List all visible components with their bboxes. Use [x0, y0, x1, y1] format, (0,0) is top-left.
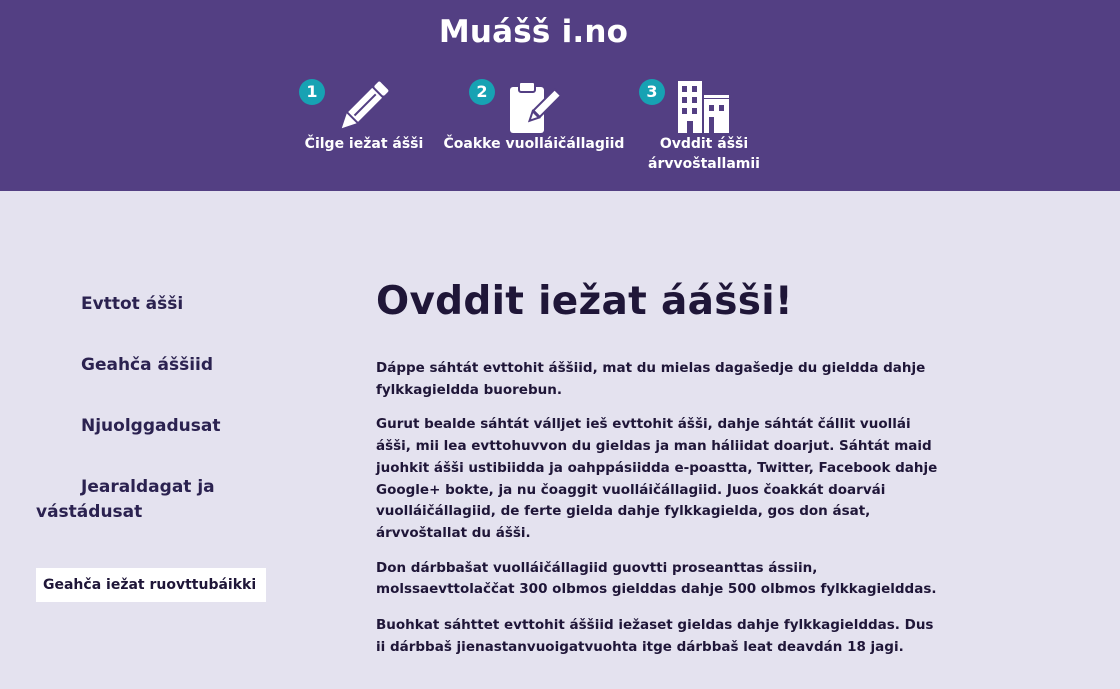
sidebar-item-rules[interactable]: Njuolggadusat [81, 416, 221, 436]
page-title: Ovddit iežat áášši! [376, 279, 793, 324]
site-title[interactable]: Muášš i.no [438, 14, 629, 50]
instructions-paragraph: Gurut bealde sáhtát válljet ieš evttohit ášši, dahje sáhtát čállit vuollái ášši, mii lea evttohuvvon du gieldas ja man háliidat doarjut. Sáhtát maid juohkit ášši ustibiidda ja oahppásiidda e-poastta, Twitter, Facebook dahje Google+ bokte, ja nu čoaggit vuolláičállagiid. Juos čoakkát doarvái vuolláičállagiid, de ferte gielda dahje fylkkagielda, gos don ásat, árvvoštallat du ášši. [376, 416, 938, 541]
site-header [0, 0, 1120, 191]
main-content [376, 274, 946, 658]
intro-paragraph: Dáppe sáhtát evttohit áššiid, mat du mielas dagašedje du gieldda dahje fylkkagieldda buorebun. [376, 360, 926, 398]
step-label: Čoakke vuolláičállagiid [443, 136, 625, 152]
step-submit-case[interactable] [604, 78, 804, 188]
clipboard-icon [508, 81, 560, 135]
sidebar-item-view-cases[interactable]: Geahča áššiid [81, 355, 214, 375]
sidebar-item-faq[interactable]: Jearaldagat ja vástádusat [36, 477, 215, 522]
sidebar-item-propose-case[interactable]: Evttot ášši [81, 294, 184, 314]
step-number-badge: 3 [639, 79, 665, 105]
step-number-badge: 1 [299, 79, 325, 105]
signatures-paragraph: Don dárbbašat vuolláičállagiid guovtti proseanttas ássiin, molssaevttolaččat 300 olbmos gielddas dahje 500 olbmos fylkkagielddas. [376, 559, 937, 598]
buildings-icon [678, 81, 732, 133]
pencil-icon [336, 81, 390, 133]
step-number-badge: 2 [469, 79, 495, 105]
eligibility-paragraph: Buohkat sáhttet evttohit áššiid iežaset gieldas dahje fylkkagielddas. Dus ii dárbbaš jienastanvuoigatvuohta itge dárbbaš leat deavdán 18 jagi. [376, 617, 934, 655]
step-label: Ovddit ášši árvvoštallamii [648, 136, 760, 172]
step-label: Čilge iežat ášši [304, 136, 424, 152]
view-homepage-button[interactable]: Geahča iežat ruovttubáikki [36, 568, 266, 602]
